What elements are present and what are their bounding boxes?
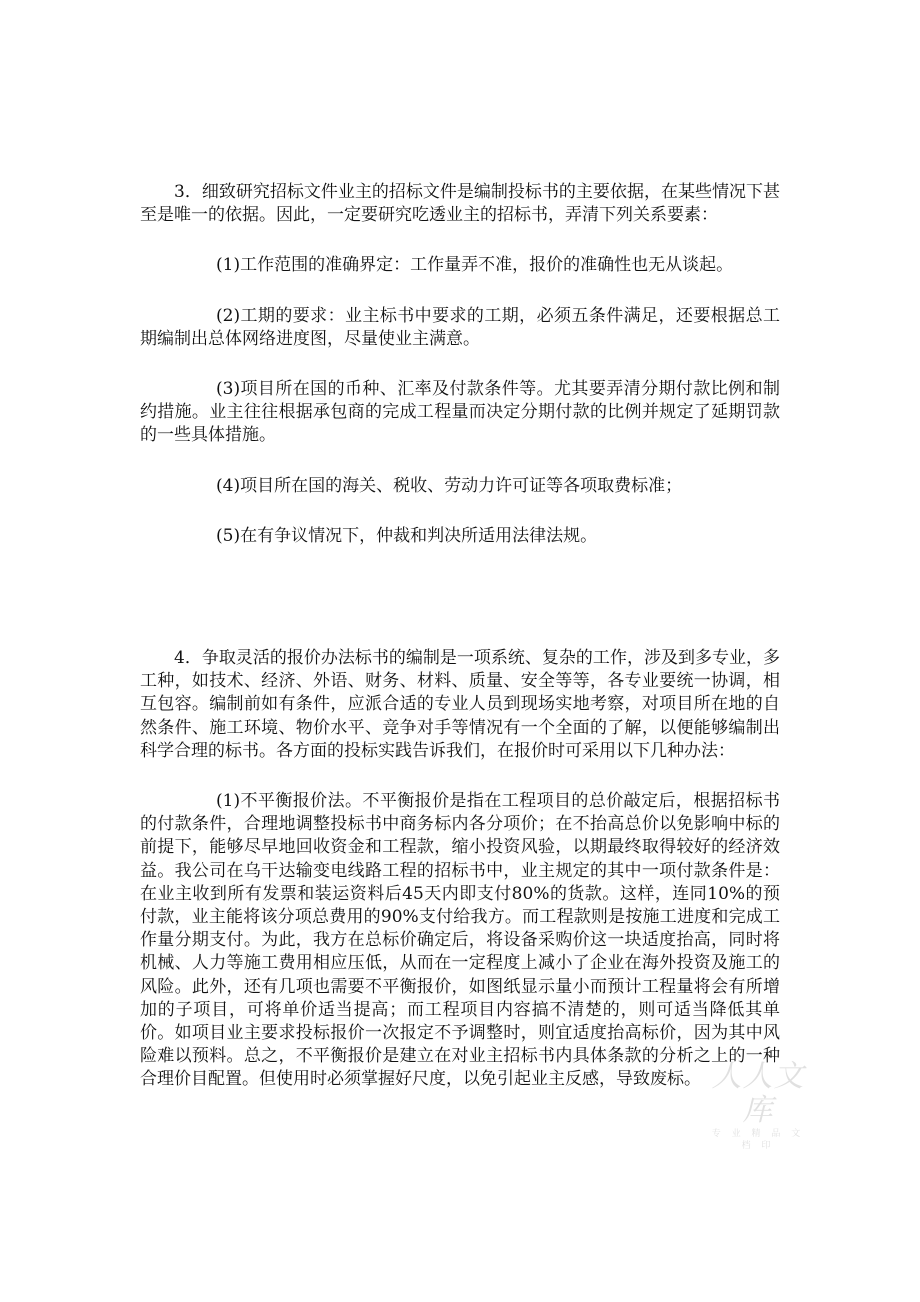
section-3-item-2: (2)工期的要求：业主标书中要求的工期，必须五条件满足，还要根据总工期编制出总体网络进度图，尽量使业主满意。 xyxy=(140,305,780,349)
watermark-subtitle: 专 业 精 品 文 档 印 xyxy=(711,1129,805,1151)
section-3-item-1: (1)工作范围的准确界定：工作量弄不准，报价的准确性也无从谈起。 xyxy=(216,255,734,276)
section-3-item-4: (4)项目所在国的海关、税收、劳动力许可证等各项取费标准； xyxy=(216,475,683,496)
watermark-title: 人人文库 xyxy=(711,1059,805,1128)
section-3-item-3: (3)项目所在国的币种、汇率及付款条件等。尤其要弄清分期付款比例和制约措施。业主往往根据承包商的完成工程量而决定分期付款的比例并规定了延期罚款的一些具体措施。 xyxy=(140,379,780,446)
section-3-item-5: (5)在有争议情况下，仲裁和判决所适用法律法规。 xyxy=(216,525,598,546)
section-3-intro: 3．细致研究招标文件业主的招标文件是编制投标书的主要依据，在某些情况下甚至是唯一的依据。因此，一定要研究吃透业主的招标书，弄清下列关系要素： xyxy=(140,182,780,226)
section-4-intro: 4．争取灵活的报价办法标书的编制是一项系统、复杂的工作，涉及到多专业，多工种，如技术、经济、外语、财务、材料、质量、安全等等，各专业要统一协调，相互包容。编制前如有条件，应派合适的专业人员到现场实地考察，对项目所在地的自然条件、施工环境、物价水平、竞争对手等情况有一个全面的了解，以便能够编制出科学合理的标书。各方面的投标实践告诉我们，在报价时可采用以下几种办法： xyxy=(140,648,780,761)
document-body xyxy=(140,181,780,1092)
section-4-item-1: (1)不平衡报价法。不平衡报价是指在工程项目的总价敲定后，根据招标书的付款条件，合理地调整投标书中商务标内各分项价；在不抬高总价以免影响中标的前提下，能够尽早地回收资金和工程款，缩小投资风验，以期最终取得较好的经济效益。我公司在乌干达输变电线路工程的招标书中，业主规定的其中一项付款条件是：在业主收到所有发票和装运资料后45天内即支付80%的货款。这样，连同10%的预付款，业主能将该分项总费用的90%支付给我方。而工程款则是按施工进度和完成工作量分期支付。为此，我方在总标价确定后，将设备采购价这一块适度抬高，同时将机械、人力等施工费用相应压低，从而在一定程度上减小了企业在海外投资及施工的风险。此外，还有几项也需要不平衡报价，如图纸显示量小而预计工程量将会有所增加的子项目，可将单价适当提高；而工程项目内容搞不清楚的，则可适当降低其单价。如项目业主要求投标报价一次报定不予调整时，则宜适度抬高标价，因为其中风险难以预料。总之，不平衡报价是建立在对业主招标书内具体条款的分析之上的一种合理价目配置。但使用时必须掌握好尺度，以免引起业主反感，导致废标。 xyxy=(140,791,780,1090)
